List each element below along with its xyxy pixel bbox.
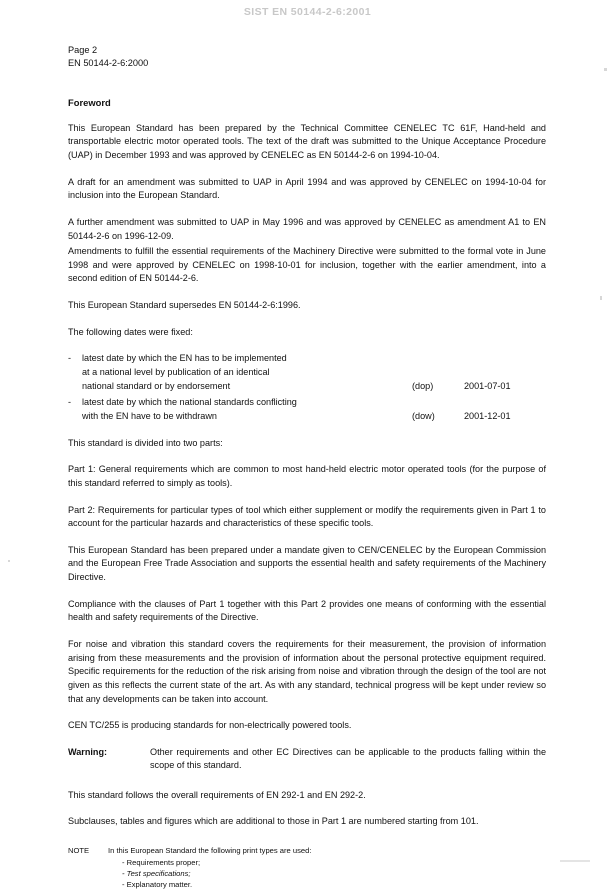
list-dash: - [68, 397, 72, 408]
note-body [108, 845, 546, 891]
foreword-paragraph: This European Standard has been prepared under a mandate given to CEN/CENELEC by the European Commission and the European Free Trade Association and supports the essential health and safety requirements of the Machinery Directive. [68, 544, 546, 583]
page-header [68, 44, 546, 71]
date-line: with the EN have to be withdrawn [82, 410, 217, 421]
implementation-dates-list [68, 352, 546, 423]
foreword-paragraph: A further amendment was submitted to UAP in May 1996 and was approved by CENELEC as amendment A1 to EN 50144-2-6 on 1996-12-09. [68, 216, 546, 241]
foreword-paragraph: Compliance with the clauses of Part 1 together with this Part 2 provides one means of conforming with the essential health and safety requirements of the Directive. [68, 598, 546, 623]
foreword-paragraph: A draft for an amendment was submitted to UAP in April 1994 and was approved by CENELEC on 1994-10-04 for inclusion into the European Standard. [68, 176, 546, 201]
warning-block [68, 746, 546, 776]
foreword-paragraph: For noise and vibration this standard covers the requirements for their measurement, the provision of information arising from these measurements and the provision of information about the personal protective equipment required. Specific requirements for the reduction of the risk arising from noise and vibration through the design of the tool are not given as this reflects the current state of the art. As with any standard, technical progress will be kept under review so that any developments can be taken into account. [68, 638, 546, 704]
standard-reference: EN 50144-2-6:2000 [68, 58, 149, 69]
note-item: - Requirements proper; [122, 857, 201, 867]
list-dash: - [68, 353, 72, 364]
section-title-foreword: Foreword [68, 96, 111, 108]
date-row [82, 380, 546, 394]
date-row [82, 410, 546, 424]
date-value: 2001-12-01 [464, 410, 511, 421]
date-code: (dop) [412, 380, 434, 391]
foreword-paragraph: This European Standard supersedes EN 50144-2-6:1996. [68, 300, 301, 311]
scan-speck [560, 860, 590, 862]
warning-label: Warning: [68, 746, 108, 757]
document-content [68, 44, 546, 891]
foreword-paragraph: This standard is divided into two parts: [68, 437, 223, 448]
note-label: NOTE [68, 846, 90, 856]
scan-speck [604, 68, 607, 71]
date-line: at a national level by publication of an identical [82, 367, 270, 378]
foreword-paragraph: This European Standard has been prepared by the Technical Committee CENELEC TC 61F, Hand-held and transportable electric motor operated tools. The text of the draft was submitted to the Unique Acceptance Procedure (UAP) in December 1993 and was approved by CENELEC as EN 50144-2-6 on 1994-10-04. [68, 122, 546, 160]
foreword-paragraph: CEN TC/255 is producing standards for non-electrically powered tools. [68, 720, 352, 731]
date-value: 2001-07-01 [464, 380, 511, 391]
note-block [68, 845, 546, 891]
list-item [68, 352, 546, 393]
foreword-paragraph: Subclauses, tables and figures which are additional to those in Part 1 are numbered starting from 101. [68, 816, 479, 827]
note-item: - Test specifications; [122, 868, 191, 878]
scan-speck [600, 296, 602, 300]
watermark-text: SIST EN 50144-2-6:2001 [243, 6, 372, 18]
warning-text: Other requirements and other EC Directives can be applicable to the products falling within the scope of this standard. [150, 746, 546, 771]
foreword-paragraph: This standard follows the overall requirements of EN 292-1 and EN 292-2. [68, 789, 366, 800]
list-item [68, 396, 546, 423]
date-line: latest date by which the national standards conflicting [82, 397, 297, 408]
foreword-paragraph: Part 2: Requirements for particular types of tool which either supplement or modify the requirements given in Part 1 to account for the particular hazards and characteristics of these specific tools. [68, 504, 546, 529]
note-item: - Explanatory matter. [122, 880, 193, 890]
date-line: latest date by which the EN has to be implemented [82, 353, 287, 364]
scan-speck [8, 560, 10, 562]
foreword-paragraph: Amendments to fulfill the essential requirements of the Machinery Directive were submitted to the formal vote in June 1998 and were approved by CENELEC on 1998-10-01 for inclusion, together with the earlier amendment, into a second edition of EN 50144-2-6. [68, 246, 546, 284]
foreword-paragraph: Part 1: General requirements which are common to most hand-held electric motor operated tools (for the purpose of this standard referred to simply as tools). [68, 464, 546, 488]
foreword-paragraph: The following dates were fixed: [68, 326, 193, 337]
page-number: Page 2 [68, 45, 98, 55]
date-code: (dow) [412, 410, 435, 421]
date-line: national standard or by endorsement [82, 380, 231, 391]
note-intro: In this European Standard the following print types are used: [108, 846, 312, 856]
